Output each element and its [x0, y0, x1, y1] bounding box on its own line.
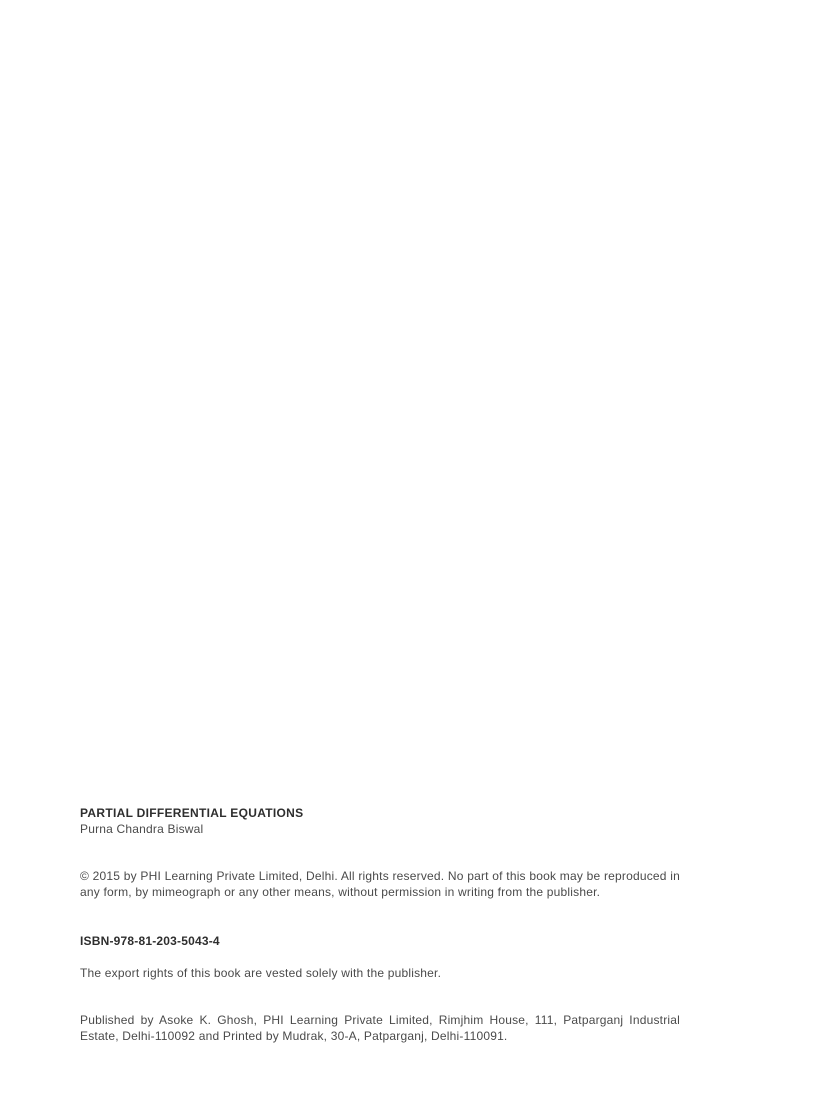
export-rights-notice: The export rights of this book are vested solely with the publisher.	[80, 966, 442, 980]
book-title: PARTIAL DIFFERENTIAL EQUATIONS	[80, 806, 304, 820]
book-author: Purna Chandra Biswal	[80, 822, 204, 836]
copyright-notice: © 2015 by PHI Learning Private Limited, Delhi. All rights reserved. No part of this book may be reproduced in any form, by mimeograph or any other means, without permission in writing from the publisher.	[80, 869, 680, 899]
publication-info: Published by Asoke K. Ghosh, PHI Learning Private Limited, Rimjhim House, 111, Patparganj Industrial Estate, Delhi-110092 and Printed by Mudrak, 30-A, Patparganj, Delhi-110091.	[80, 1013, 680, 1043]
isbn: ISBN-978-81-203-5043-4	[80, 934, 220, 948]
